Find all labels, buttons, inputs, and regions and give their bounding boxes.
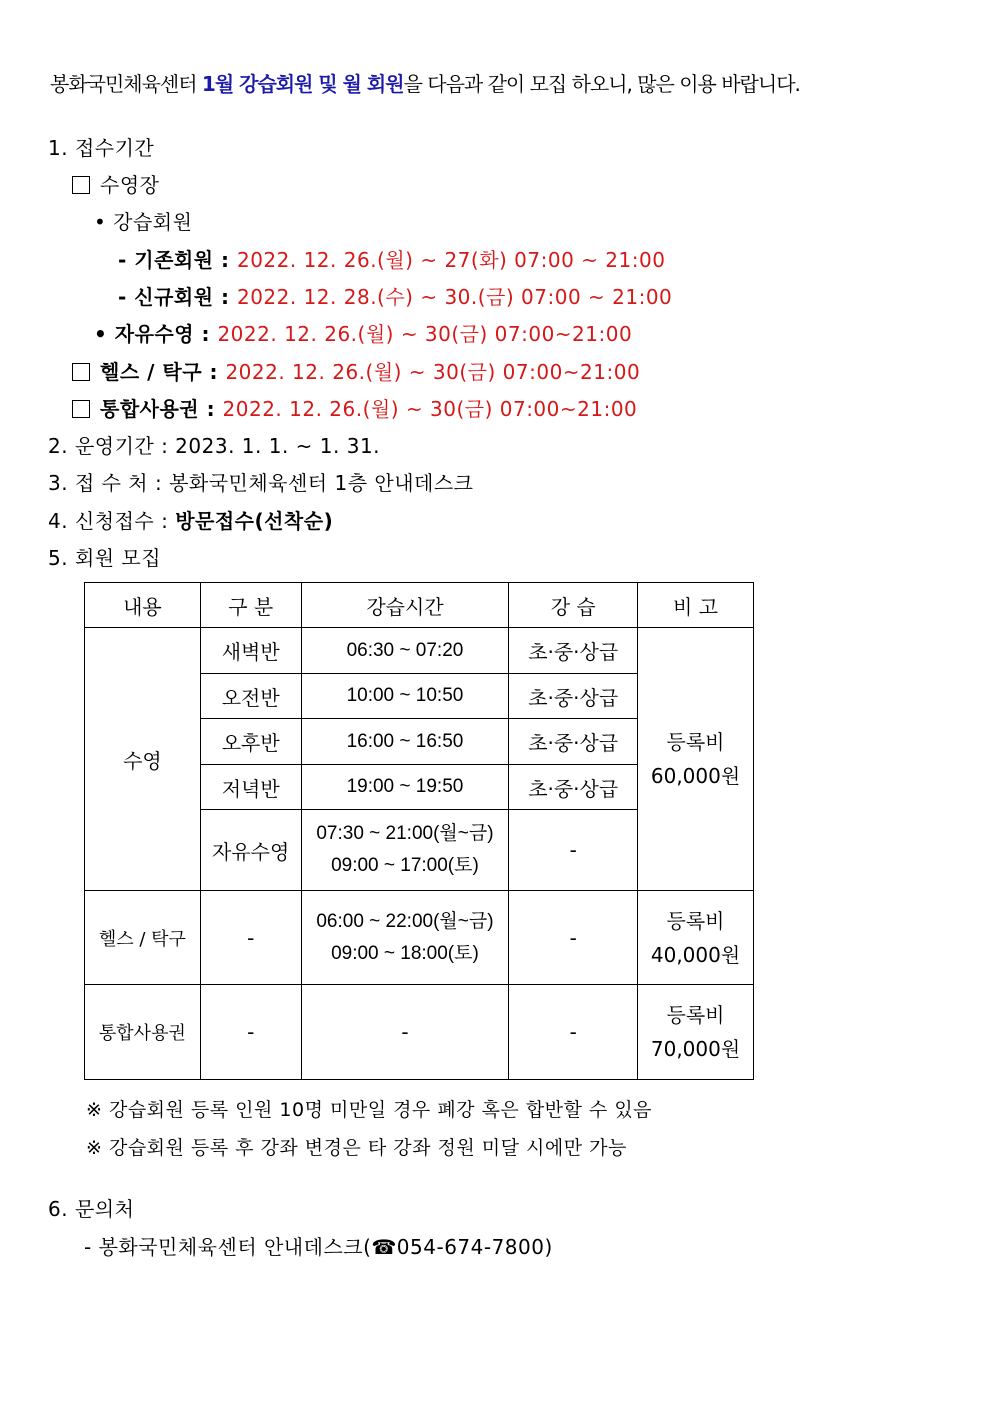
fee-label: 등록비	[666, 908, 725, 933]
level-cell: 초·중·상급	[509, 674, 638, 719]
class-cell: 저녁반	[200, 765, 301, 810]
fee-cell	[638, 891, 754, 985]
swim-fee-cell	[638, 628, 754, 891]
time-cell: 19:00 ~ 19:50	[301, 765, 509, 810]
header-note: 비 고	[638, 583, 754, 628]
combined-label: 통합사용권 :	[100, 397, 223, 421]
checkbox-icon	[72, 400, 90, 418]
intro-text-2: 을 다음과 같이 모집 하오니, 많은 이용 바랍니다.	[403, 72, 800, 96]
header-level: 강 습	[509, 583, 638, 628]
level-cell: 초·중·상급	[509, 765, 638, 810]
level-cell: 초·중·상급	[509, 628, 638, 674]
sec1-title: 1. 접수기간	[48, 136, 155, 160]
sec3-reception: 3. 접 수 처 : 봉화국민체육센터 1층 안내데스크	[48, 471, 474, 495]
time-cell: 06:30 ~ 07:20	[301, 628, 509, 674]
sec4-application	[48, 505, 333, 534]
pool-label: 수영장	[100, 173, 160, 197]
header-category: 구 분	[200, 583, 301, 628]
level-cell: 초·중·상급	[509, 719, 638, 765]
sec4-label: 4. 신청접수 :	[48, 509, 176, 533]
time-cell: 16:00 ~ 16:50	[301, 719, 509, 765]
existing-member-row	[118, 244, 665, 273]
class-cell: 오후반	[200, 719, 301, 765]
new-member-row	[118, 281, 672, 310]
checkbox-icon	[72, 176, 90, 194]
note-1: ※ 강습회원 등록 인원 10명 미만일 경우 폐강 혹은 합반할 수 있음	[86, 1099, 653, 1121]
fee-label: 등록비	[666, 1003, 725, 1027]
class-cell: 자유수영	[200, 810, 301, 891]
existing-label: - 기존회원 :	[118, 248, 237, 272]
free-label: • 자유수영 :	[94, 322, 218, 346]
existing-date: 2022. 12. 26.(월) ~ 27(화) 07:00 ~ 21:00	[236, 248, 666, 272]
sec2-operation-period: 2. 운영기간 : 2023. 1. 1. ~ 1. 31.	[48, 434, 381, 458]
sec5-title: 5. 회원 모집	[48, 546, 162, 570]
new-date: 2022. 12. 28.(수) ~ 30.(금) 07:00 ~ 21:00	[236, 285, 673, 309]
fee-amount: 70,000원	[650, 1037, 741, 1061]
table-row	[85, 985, 754, 1080]
time-saturday: 09:00 ~ 18:00(토)	[331, 942, 479, 964]
combined-name-cell: 통합사용권	[85, 985, 201, 1080]
fee-cell	[638, 985, 754, 1080]
membership-table	[84, 582, 754, 1080]
combined-row	[72, 393, 637, 422]
intro-line	[50, 68, 800, 97]
contact-line: - 봉화국민체육센터 안내데스크(☎054-674-7800)	[84, 1235, 553, 1259]
time-saturday: 09:00 ~ 17:00(토)	[331, 855, 479, 876]
fee-amount: 60,000원	[650, 764, 741, 788]
lesson-heading: • 강습회원	[94, 210, 193, 234]
time-cell	[301, 810, 509, 891]
sec4-value: 방문접수(선착순)	[175, 509, 334, 533]
fee-amount: 40,000원	[650, 942, 741, 967]
health-name-cell: 헬스 / 탁구	[85, 891, 201, 985]
table-header-row	[85, 583, 754, 628]
health-row	[72, 356, 640, 385]
health-label: 헬스 / 탁구 :	[100, 360, 226, 384]
health-date: 2022. 12. 26.(월) ~ 30(금) 07:00~21:00	[225, 360, 641, 384]
note-2: ※ 강습회원 등록 후 강좌 변경은 타 강좌 정원 미달 시에만 가능	[86, 1137, 627, 1159]
level-cell: -	[509, 891, 638, 985]
free-swim-row	[94, 318, 632, 347]
class-cell: 새벽반	[200, 628, 301, 674]
table-row	[85, 891, 754, 985]
intro-text-1: 봉화국민체육센터	[50, 72, 202, 96]
class-cell: 오전반	[200, 674, 301, 719]
checkbox-icon	[72, 363, 90, 381]
level-cell: -	[509, 810, 638, 891]
time-weekday: 06:00 ~ 22:00(월~금)	[316, 910, 494, 932]
sec6-title: 6. 문의처	[48, 1197, 135, 1221]
swim-cell: 수영	[85, 628, 201, 891]
intro-highlight: 1월 강습회원 및 월 회원	[201, 72, 404, 96]
time-weekday: 07:30 ~ 21:00(월~금)	[316, 823, 494, 844]
pool-heading	[72, 169, 159, 198]
fee-label: 등록비	[666, 730, 725, 754]
class-cell: -	[200, 985, 301, 1080]
time-cell: -	[301, 985, 509, 1080]
time-cell	[301, 891, 509, 985]
class-cell: -	[200, 891, 301, 985]
combined-date: 2022. 12. 26.(월) ~ 30(금) 07:00~21:00	[222, 397, 638, 421]
level-cell: -	[509, 985, 638, 1080]
free-date: 2022. 12. 26.(월) ~ 30(금) 07:00~21:00	[217, 322, 633, 346]
time-cell: 10:00 ~ 10:50	[301, 674, 509, 719]
table-row	[85, 628, 754, 674]
new-label: - 신규회원 :	[118, 285, 237, 309]
header-time: 강습시간	[301, 583, 509, 628]
header-content: 내용	[85, 583, 201, 628]
